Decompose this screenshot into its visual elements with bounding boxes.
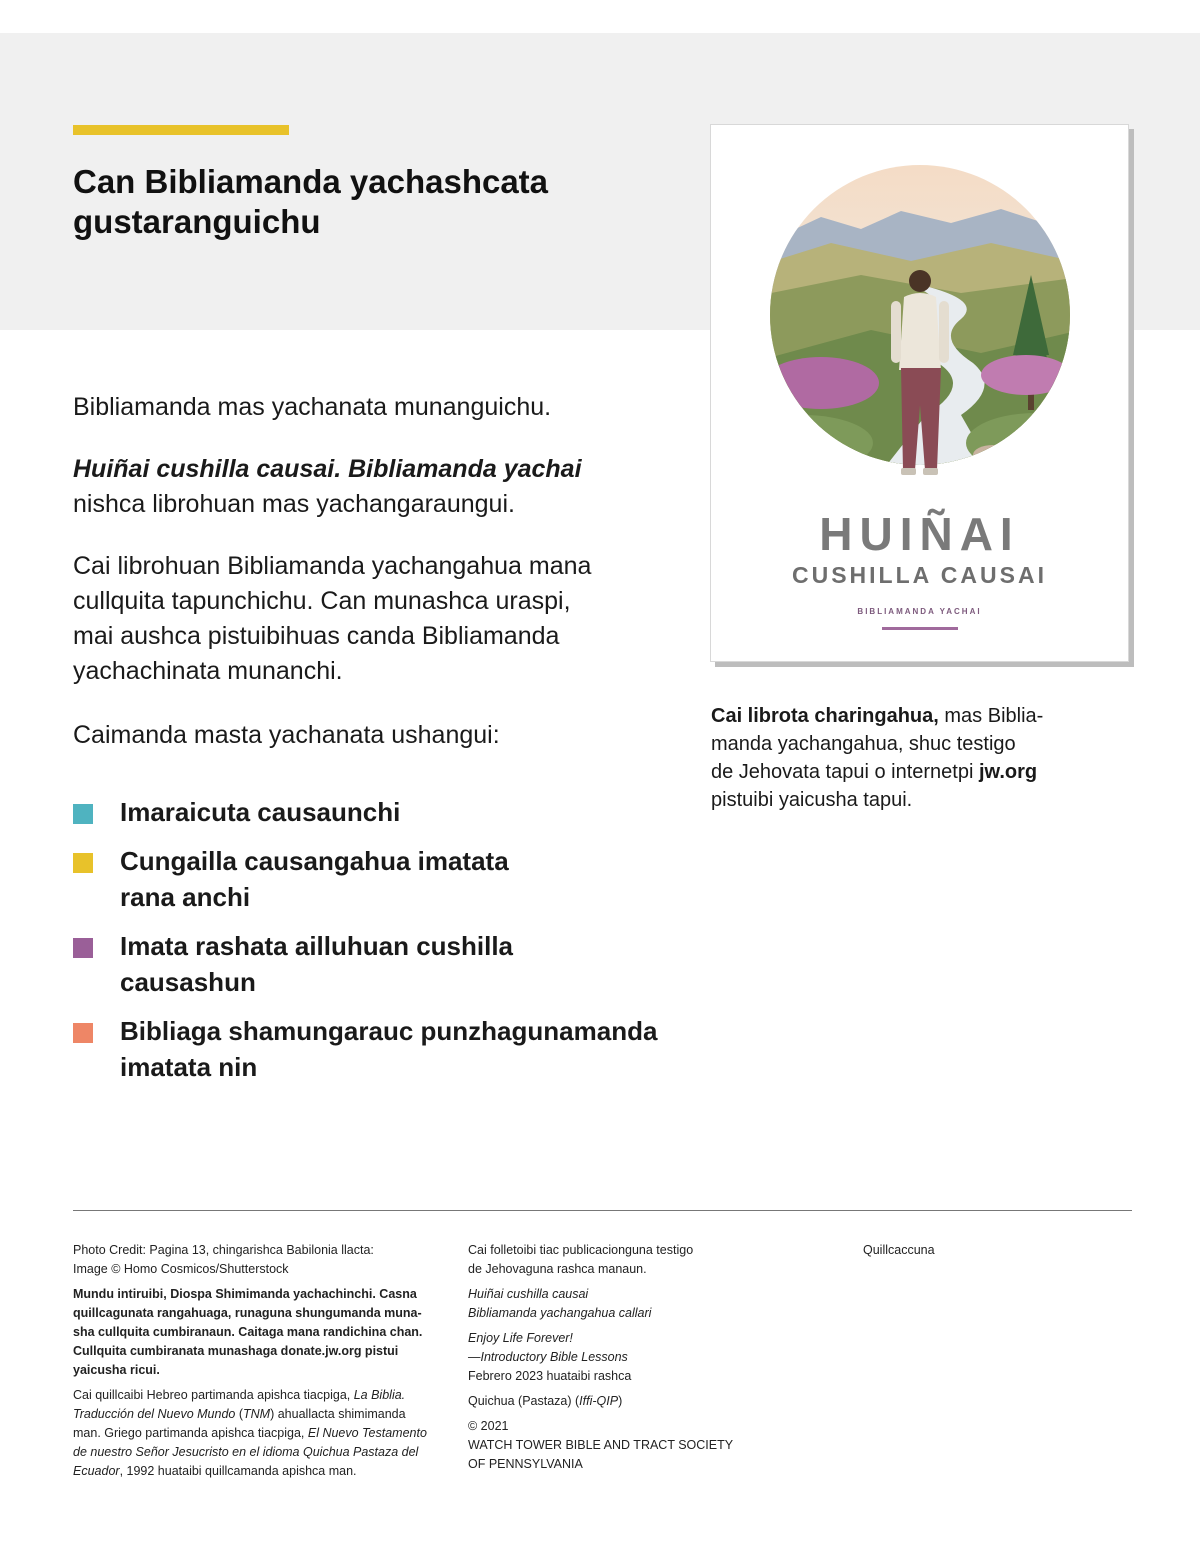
copyright: © 2021 WATCH TOWER BIBLE AND TRACT SOCIETY OF PENNSYLVANIA [468, 1419, 734, 1471]
intro-paragraph-2: Huiñai cushilla causai. Bibliamanda yachai nishca librohuan mas yachangaraungui. [73, 455, 582, 518]
book-divider [882, 627, 958, 630]
list-item: Imata rashata ailluhuan cushilla causashun [73, 928, 693, 1000]
accent-bar [73, 125, 289, 135]
translation-note: Cai quillcaibi Hebreo partimanda apishca tiacpiga, La Biblia. Traducción del Nuevo Mundo (TNM) ahuallacta shimimanda man. Griego partimanda apishca tiacpiga, El Nuevo Testamento de nuestro Señor Jesucristo en el idioma Quichua Pastaza del Ecuador, 1992 huataibi quillcamanda apishca man. [73, 1388, 427, 1478]
book-title-english: Enjoy Life Forever! —Introductory Bible Lessons Febrero 2023 huataibi rashca [468, 1331, 632, 1383]
footer-column-publication [468, 1241, 768, 1480]
print-date: Febrero 2023 huataibi rashca [468, 1369, 632, 1383]
bullet-square-icon [73, 938, 93, 958]
book-caption: Cai librota charingahua, mas Biblia- manda yachangahua, shuc testigo de Jehovata tapui o internetpi jw.org pistuibi yaicusha tapui. [711, 705, 1044, 811]
footer-divider [73, 1210, 1132, 1211]
book-title: HUIÑAI [819, 508, 1020, 560]
footer-column-stamp [863, 1241, 1063, 1266]
website-link[interactable]: jw.org [978, 761, 1038, 783]
donation-note: Mundu intiruibi, Diospa Shimimanda yachachinchi. Casna quillcagunata rangahuaga, runaguna shungumanda muna- sha cullquita cumbiranaun. Caitaga mana randichina chan. Cullquita cumbiranata munashaga donate.jw.org pistui yaicusha ricui. [73, 1287, 423, 1377]
intro-paragraph-1: Bibliamanda mas yachanata munanguichu. [73, 393, 552, 421]
bullet-square-icon [73, 853, 93, 873]
language-code: Quichua (Pastaza) (Iffi-QIP) [468, 1394, 623, 1408]
intro-paragraph-3: Cai librohuan Bibliamanda yachangahua mana cullquita tapunchichu. Can munashca uraspi, mai aushca pistuibihuas canda Bibliamanda yachachinata munanchi. [73, 552, 592, 685]
bullet-square-icon [73, 804, 93, 824]
list-item: Cungailla causangahua imatata rana anchi [73, 843, 693, 915]
stamp-label: Quillcaccuna [863, 1243, 935, 1257]
photo-credit: Photo Credit: Pagina 13, chingarishca Babilonia llacta: Image © Homo Cosmicos/Shutterstock [73, 1243, 374, 1276]
footer-column-credits [73, 1241, 438, 1487]
topic-list [73, 794, 693, 1098]
publisher-note: Cai folletoibi tiac publicacionguna testigo de Jehovaguna rashca manaun. [468, 1243, 694, 1276]
book-name-emphasis: Huiñai cushilla causai. Bibliamanda yachai [73, 455, 582, 483]
bullet-square-icon [73, 1023, 93, 1043]
intro-paragraph-4: Caimanda masta yachanata ushangui: [73, 721, 500, 749]
landscape-illustration [711, 125, 1128, 505]
book-title-local: Huiñai cushilla causai Bibliamanda yachangahua callari [468, 1287, 652, 1320]
page-title: Can Bibliamanda yachashcata gustaranguichu [73, 163, 549, 240]
list-item: Imaraicuta causaunchi [73, 794, 693, 830]
book-cover [710, 124, 1129, 662]
book-series-label: BIBLIAMANDA YACHAI [857, 607, 982, 616]
book-subtitle: CUSHILLA CAUSAI [792, 562, 1047, 588]
list-item: Bibliaga shamungarauc punzhagunamanda imatata nin [73, 1013, 693, 1085]
